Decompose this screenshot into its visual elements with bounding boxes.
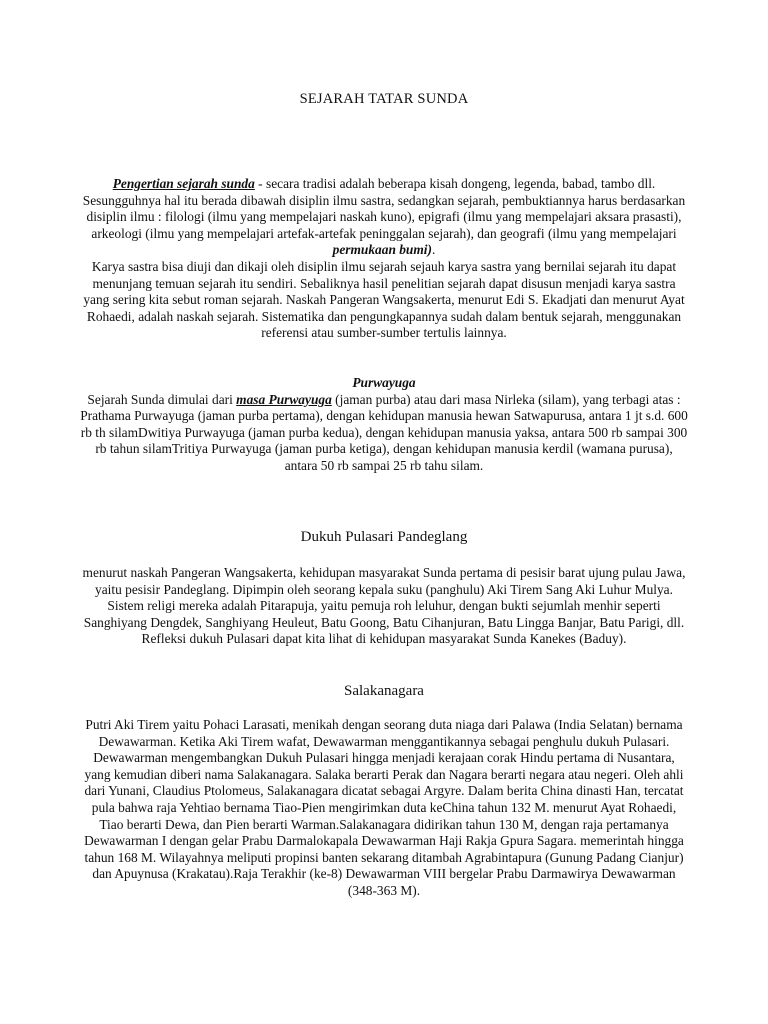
salakanagara-body-1: Putri Aki Tirem yaitu Pohaci Larasati, menikah dengan seorang duta niaga dari Palawa (India Selatan) bernama Dewawarman. Ketika Aki Tirem wafat, Dewawarman menggantikannya sebagai penghulu dukuh Pulasari. [85,717,683,749]
intro-end: . [431,242,436,258]
purwayuga-body: Prathama Purwayuga (jaman purba pertama), dengan kehidupan manusia hewan Satwapurusa, antara 1 jt s.d. 600 rb th silamDwitiya Purwayuga (jaman purba kedua), dengan kehidupan manusia yaksa, antara 500 rb sampai 300 rb tahun silamTritiya Purwayuga (jaman purba ketiga), dengan kehidupan manusia kerdil (wamana purusa), antara 50 rb sampai 25 rb tahu silam. [80,408,688,473]
purwayuga-term: masa Purwayuga [236,391,332,407]
purwayuga-heading: Purwayuga [352,375,416,390]
intro-dash: - [254,176,263,191]
purwayuga-intro-post: (jaman purba) atau dari masa Nirleka (silam), yang terbagi atas : [331,391,681,407]
dukuh-body: menurut naskah Pangeran Wangsakerta, kehidupan masyarakat Sunda pertama di pesisir barat ujung pulau Jawa, yaitu pesisir Pandeglang. Dipimpin oleh seorang kepala suku (panghulu) Aki Tirem Sang Aki Luhur Mulya. Sistem religi mereka adalah Pitarapuja, yaitu pemuja roh leluhur, dengan bukti sejumlah menhir seperti Sanghiyang Dengdek, Sanghiyang Heuleut, Batu Goong, Batu Cihanjuran, Batu Lingga Banjar, Batu Parigi, dll. Refleksi dukuh Pulasari dapat kita lihat di kehidupan masyarakat Sunda Kanekes (Baduy). [82,565,686,647]
paragraph-karya-sastra: Karya sastra bisa diuji dan dikaji oleh disiplin ilmu sejarah sejauh karya sastra yang bernilai sejarah itu dapat menunjang temuan sejarah itu sendiri. Sebaliknya hasil penelitian sejarah dapat disusun menjadi karya sastra yang sering kita sebut roman sejarah. Naskah Pangeran Wangsakerta, menurut Edi S. Ekadjati dan menurut Ayat Rohaedi, adalah naskah sejarah. Sistematika dan pengungkapannya sudah dalam bentuk sejarah, menggunakan referensi atau sumber-sumber tertulis lainnya. [83,258,685,341]
intro-paragraphs [80,176,688,342]
dukuh-section [80,565,688,648]
intro-emphasis: permukaan bumi) [332,242,432,258]
dukuh-heading: Dukuh Pulasari Pandeglang [300,529,468,545]
salakanagara-heading: Salakanagara [344,683,424,699]
salakanagara-body-2: Dewawarman mengembangkan Dukuh Pulasari hingga menjadi kerajaan corak Hindu pertama di Nusantara, yang kemudian diberi nama Salakanagara. Salaka berarti Perak dan Nagara berarti negara atau negeri. Oleh ahli dari Yunani, Claudius Ptolomeus, Salakanagara dicatat sebagai Argyre. Dalam berita China dinasti Han, tercatat pula bahwa raja Yehtiao bernama Tiao-Pien mengirimkan duta keChina tahun 132 M. menurut Ayat Rohaedi, Tiao berarti Dewa, dan Pien berarti Warman.Salakanagara didirikan tahun 130 M, dengan raja pertamanya Dewawarman I dengan gelar Prabu Darmalokapala Dewawarman Haji Rakja Gpura Sagara. memerintah hingga tahun 168 M. Wilayahnya meliputi propinsi banten sekarang ditambah Agrabintapura (Gunung Padang Cianjur) dan Apuynusa (Krakatau).Raja Terakhir (ke-8) Dewawarman VIII bergelar Prabu Darmawirya Dewawarman (348-363 M). [84,750,684,898]
intro-term: Pengertian sejarah sunda [112,176,255,191]
purwayuga-intro [80,392,688,409]
document-page [80,0,688,1024]
salakanagara-section [80,717,688,900]
document-title: SEJARAH TATAR SUNDA [299,91,469,107]
purwayuga-section [80,375,688,475]
intro-paragraph [80,176,688,259]
purwayuga-intro-pre: Sejarah Sunda dimulai dari [87,391,237,407]
intro-body: secara tradisi adalah beberapa kisah dongeng, legenda, babad, tambo dll. Sesungguhnya hal itu berada dibawah disiplin ilmu sastra, sedangkan sejarah, pembuktiannya harus berdasarkan disiplin ilmu : filologi (ilmu yang mempelajari naskah kuno), epigrafi (ilmu yang mempelajari aksara prasasti), arkeologi (ilmu yang mempelajari artefak-artefak peninggalan sejarah), dan geografi (ilmu yang mempelajari [82,176,686,241]
